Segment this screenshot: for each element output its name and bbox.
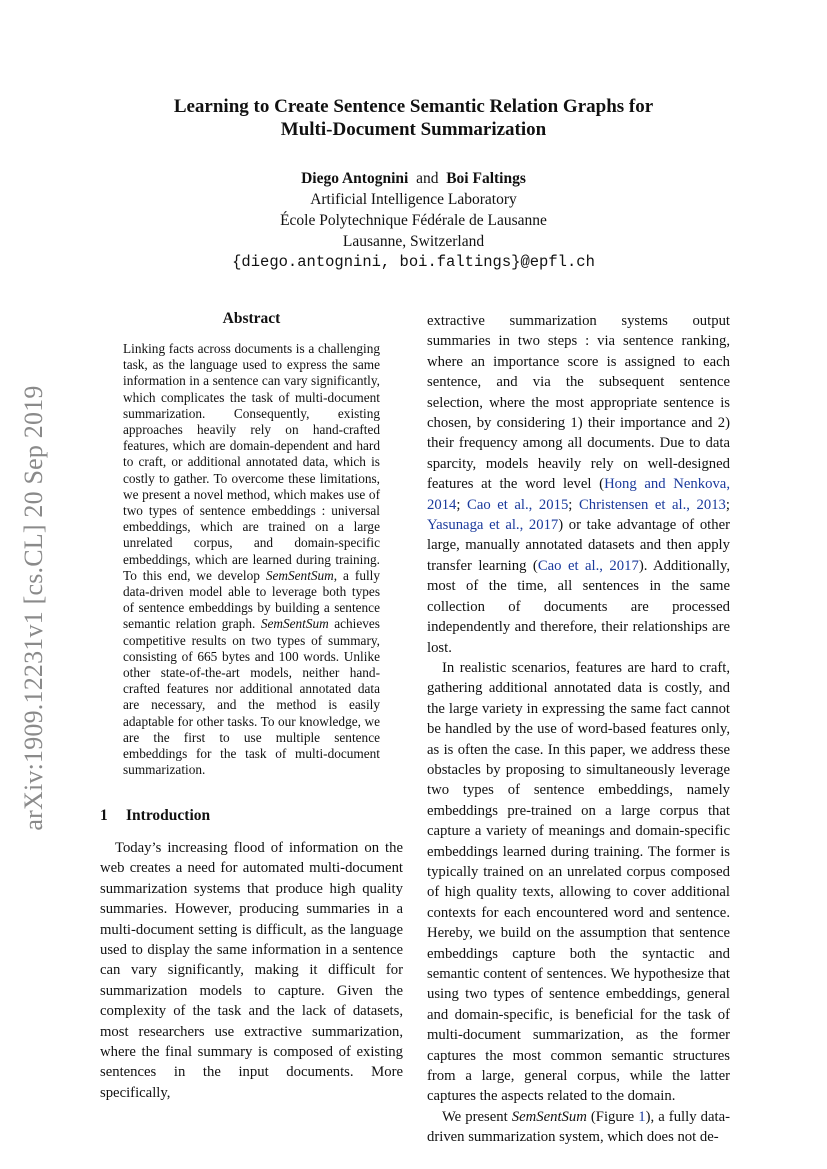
author-names xyxy=(100,168,727,189)
affiliation-lab: Artificial Intelligence Laboratory xyxy=(310,191,517,208)
arxiv-identifier-text: arXiv:1909.12231v1 [cs.CL] 20 Sep 2019 xyxy=(19,384,48,831)
paragraph-text: extractive summarization systems output summaries in two steps : via sentence ranking, where an importance score is assigned to each sentence, and via the subsequent sentence selection, where the most appropriate sentence is chosen, by considering 1) their importance and 2) their frequency among all documents. Due to data sparcity, models heavily rely on well-designed features at the word level ( xyxy=(427,313,730,493)
paragraph-text: ). Additionally, most of the time, all sentences in the same collection of documents are processed independently and therefore, their relationships are lost. xyxy=(427,557,731,656)
section-heading-introduction xyxy=(100,807,403,825)
paragraph-text: (Figure xyxy=(586,1108,639,1125)
abstract-heading: Abstract xyxy=(222,310,281,327)
section-title: Introduction xyxy=(126,807,211,824)
model-name: SemSentSum xyxy=(265,567,334,583)
author-conjunction: and xyxy=(416,170,439,187)
intro-paragraph-2: In realistic scenarios, features are hard to craft, gathering additional annotated data is costly, and the large variety in expressing the same fact cannot be handled by the use of word-based features only, as is often the case. In this paper, we address these obstacles by proposing to simultaneously leverage two types of sentence embeddings, namely embeddings pre-trained on a large corpus that capture a variety of meanings and domain-specific embeddings learned during training. The former is typically trained on an unrelated corpus composed of high quality texts, allowing to cover additional contexts for each encountered word and sentence. Hereby, we build on the assumption that sentence embeddings capture both the syntactic and semantic content of sentences. We hypothesize that using two types of sentence embeddings, general and domain-specific, is beneficial for the task of multi-document summarization, as the former captures the most common semantic structures from a large, general corpus, while the latter captures the aspects related to the domain. xyxy=(427,659,730,1105)
right-column-body xyxy=(427,311,730,1148)
citation-link[interactable]: Cao et al., 2017 xyxy=(537,557,639,574)
intro-paragraph-1-continued: extractive summarization systems output summaries in two steps : via sentence ranking, where an importance score is assigned to each sentence, and via the subsequent sentence selection, where the most appropriate sentence is chosen, by considering 1) their importance and 2) their frequency among all documents. Due to data sparcity, models heavily rely on well-designed features at the word level (Hong and Nenkova, 2014; Cao et al., 2015; Christensen et al., 2013; Yasunaga et al., 2017) or take advantage of other large, manually annotated datasets and then apply transfer learning (Cao et al., 2017). Additionally, most of the time, all sentences in the same collection of documents are processed independently and therefore, their relationships are lost. xyxy=(427,313,731,656)
section-number: 1 xyxy=(100,807,108,824)
intro-paragraph-1: Today’s increasing flood of information on the web creates a need for automated multi-document summarization systems that produce high quality summaries. However, producing summaries in a multi-document setting is difficult, as the language used to display the same information in a sentence can vary significantly, making it difficult for summarization models to capture. Given the complexity of the task and the lack of datasets, most researchers use extractive summarization, where the final summary is composed of existing sentences in the input documents. More specifically, xyxy=(100,840,403,1101)
abstract-text-3: achieves competitive results on two types of summary, consisting of 665 bytes and 100 words. Unlike other state-of-the-art models, neither hand-crafted features nor additional annotated data are necessary, and the method is easily adaptable for other tasks. To our knowledge, we are the first to use multiple sentence embeddings for the task of multi-document summarization. xyxy=(123,616,380,778)
title-line-2: Multi-Document Summarization xyxy=(280,119,547,140)
affiliation-location: Lausanne, Switzerland xyxy=(342,233,485,250)
citation-link[interactable]: Christensen et al., 2013 xyxy=(578,496,726,513)
affiliation-school: École Polytechnique Fédérale de Lausanne xyxy=(280,212,547,229)
author-2: Boi Faltings xyxy=(446,170,526,187)
author-1: Diego Antognini xyxy=(301,170,409,187)
citation-link[interactable]: Yasunaga et al., 2017 xyxy=(427,517,559,534)
author-block xyxy=(100,168,727,273)
model-name: SemSentSum xyxy=(511,1108,587,1125)
author-email[interactable]: {diego.antognini, boi.faltings}@epfl.ch xyxy=(232,253,595,271)
paragraph-text: We present xyxy=(442,1108,512,1125)
title-line-1: Learning to Create Sentence Semantic Relation Graphs for xyxy=(173,96,654,117)
paragraph-text: ), a fully data-driven summarization system, which does not de- xyxy=(427,1108,730,1146)
arxiv-identifier-sidebar xyxy=(14,365,54,850)
paragraph-text: ) or take advantage of other large, manually annotated datasets and then apply transfer learning ( xyxy=(427,517,730,574)
paper-title xyxy=(100,95,727,141)
figure-reference-link[interactable]: 1 xyxy=(638,1108,646,1125)
abstract-body xyxy=(123,341,380,778)
left-column-body xyxy=(100,838,403,1103)
citation-link[interactable]: Cao et al., 2015 xyxy=(467,496,569,513)
citation-link[interactable]: Hong and Nenkova, 2014 xyxy=(427,476,730,513)
abstract-text-1: Linking facts across documents is a challenging task, as the language used to express the same information in a sentence can vary significantly, which complicates the task of multi-document summarization. Consequently, existing approaches heavily rely on hand-crafted features, which are domain-dependent and hard to craft, or additional annotated data, which is costly to gather. To overcome these limitations, we present a novel method, which makes use of two types of sentence embeddings : universal embeddings, which are trained on a large unrelated corpus, and domain-specific embeddings, which are learned during training. To this end, we develop xyxy=(123,341,380,583)
intro-paragraph-3 xyxy=(427,1107,730,1148)
model-name: SemSentSum xyxy=(260,616,329,632)
abstract-text-2: , a fully data-driven model able to leverage both types of sentence embeddings by building a sentence semantic relation graph. xyxy=(123,567,380,632)
